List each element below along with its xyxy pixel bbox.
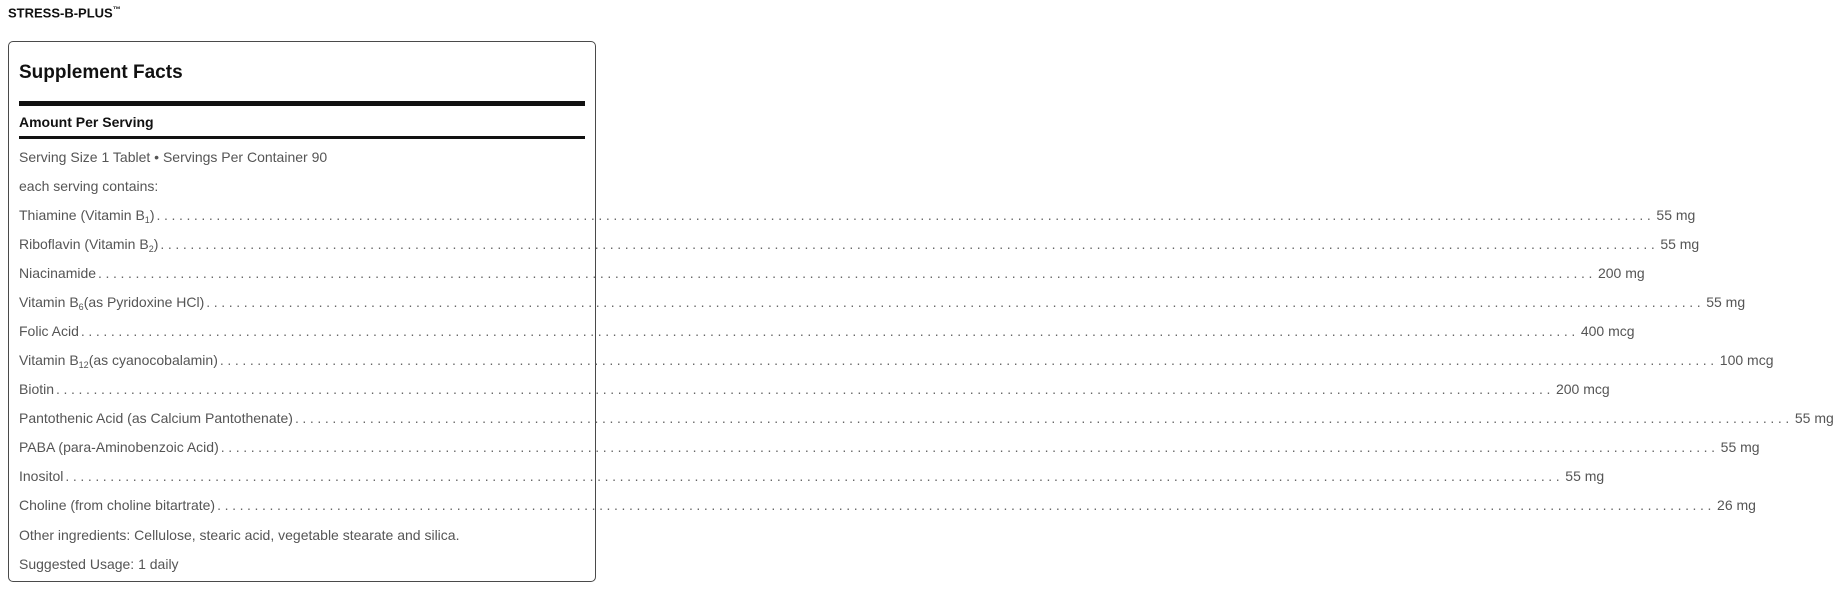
nutrient-name	[19, 265, 96, 283]
nutrient-name	[19, 294, 204, 312]
each-serving-label: each serving contains:	[19, 178, 159, 194]
dot-leader: ........................................................................................................................................................................................................	[160, 236, 1659, 252]
nutrient-amount: 55 mg	[1656, 207, 1696, 223]
nutrient-name-text: PABA (para-Aminobenzoic Acid)	[19, 439, 219, 455]
nutrient-row	[19, 497, 1756, 515]
nutrient-name-text: Thiamine (Vitamin B	[19, 207, 145, 223]
supplement-facts-panel	[8, 41, 1834, 582]
nutrient-name-suffix: )	[153, 236, 159, 252]
nutrient-name	[19, 410, 293, 428]
thick-divider	[19, 101, 585, 106]
nutrient-name	[19, 352, 218, 370]
nutrient-name	[19, 381, 54, 399]
dot-leader: ........................................................................................................................................................................................................	[98, 265, 1596, 281]
dot-leader: ........................................................................................................................................................................................................	[65, 468, 1564, 484]
nutrient-name	[19, 236, 158, 254]
nutrient-amount: 55 mg	[1706, 294, 1746, 310]
nutrient-amount: 200 mg	[1597, 265, 1645, 281]
nutrient-name-text: Niacinamide	[19, 265, 97, 281]
nutrient-amount: 55 mg	[1660, 236, 1700, 252]
nutrient-name-text: Inositol	[19, 468, 64, 484]
header-divider	[19, 136, 585, 139]
dot-leader: ........................................................................................................................................................................................................	[294, 410, 1793, 426]
nutrient-name-text: Vitamin B	[19, 294, 79, 310]
nutrient-name	[19, 497, 215, 515]
dot-leader: ........................................................................................................................................................................................................	[56, 381, 1554, 397]
nutrient-amount: 55 mg	[1565, 468, 1605, 484]
nutrient-amount: 55 mg	[1720, 439, 1760, 455]
dot-leader: ........................................................................................................................................................................................................	[217, 497, 1716, 513]
nutrient-row	[19, 207, 1696, 225]
dot-leader: ........................................................................................................................................................................................................	[80, 323, 1579, 339]
nutrient-subscript: 6	[78, 302, 84, 312]
nutrient-row	[19, 381, 1610, 399]
nutrient-row	[19, 294, 1746, 312]
trademark-symbol: ™	[112, 5, 121, 14]
nutrient-name-suffix: (as Pyridoxine HCl)	[83, 294, 205, 310]
dot-leader: ........................................................................................................................................................................................................	[156, 207, 1655, 223]
nutrient-name-text: Vitamin B	[19, 352, 79, 368]
nutrient-name-text: Riboflavin (Vitamin B	[19, 236, 149, 252]
product-title	[8, 5, 121, 20]
nutrient-name	[19, 468, 63, 486]
amount-per-serving-header: Amount Per Serving	[19, 114, 154, 130]
nutrient-subscript: 12	[78, 360, 89, 370]
nutrient-name	[19, 323, 79, 341]
dot-leader: ........................................................................................................................................................................................................	[219, 352, 1718, 368]
nutrient-row	[19, 439, 1760, 457]
nutrient-amount: 26 mg	[1717, 497, 1756, 513]
nutrient-row	[19, 352, 1774, 370]
nutrient-subscript: 1	[144, 215, 150, 225]
suggested-usage: Suggested Usage: 1 daily	[19, 556, 179, 572]
dot-leader: ........................................................................................................................................................................................................	[206, 294, 1705, 310]
nutrient-row	[19, 323, 1635, 341]
nutrient-row	[19, 468, 1605, 486]
nutrient-amount: 55 mg	[1794, 410, 1834, 426]
nutrient-amount: 400 mcg	[1580, 323, 1635, 339]
nutrient-name	[19, 207, 154, 225]
nutrient-amount: 100 mcg	[1719, 352, 1774, 368]
nutrient-row	[19, 236, 1700, 254]
dot-leader: ........................................................................................................................................................................................................	[220, 439, 1719, 455]
nutrient-subscript: 2	[148, 244, 154, 254]
product-name: STRESS-B-PLUS	[8, 5, 113, 21]
serving-size-line: Serving Size 1 Tablet • Servings Per Container 90	[19, 149, 328, 165]
nutrient-name-text: Folic Acid	[19, 323, 79, 339]
nutrient-row	[19, 265, 1645, 283]
nutrient-name-text: Choline (from choline bitartrate)	[19, 497, 216, 513]
nutrient-name	[19, 439, 219, 457]
nutrient-name-text: Pantothenic Acid (as Calcium Pantothenate)	[19, 410, 293, 426]
nutrient-name-text: Biotin	[19, 381, 55, 397]
nutrient-name-suffix: )	[149, 207, 155, 223]
nutrient-amount: 200 mcg	[1555, 381, 1610, 397]
nutrient-row	[19, 410, 1834, 428]
other-ingredients: Other ingredients: Cellulose, stearic acid, vegetable stearate and silica.	[19, 527, 460, 543]
panel-title: Supplement Facts	[19, 62, 183, 83]
nutrient-name-suffix: (as cyanocobalamin)	[88, 352, 218, 368]
